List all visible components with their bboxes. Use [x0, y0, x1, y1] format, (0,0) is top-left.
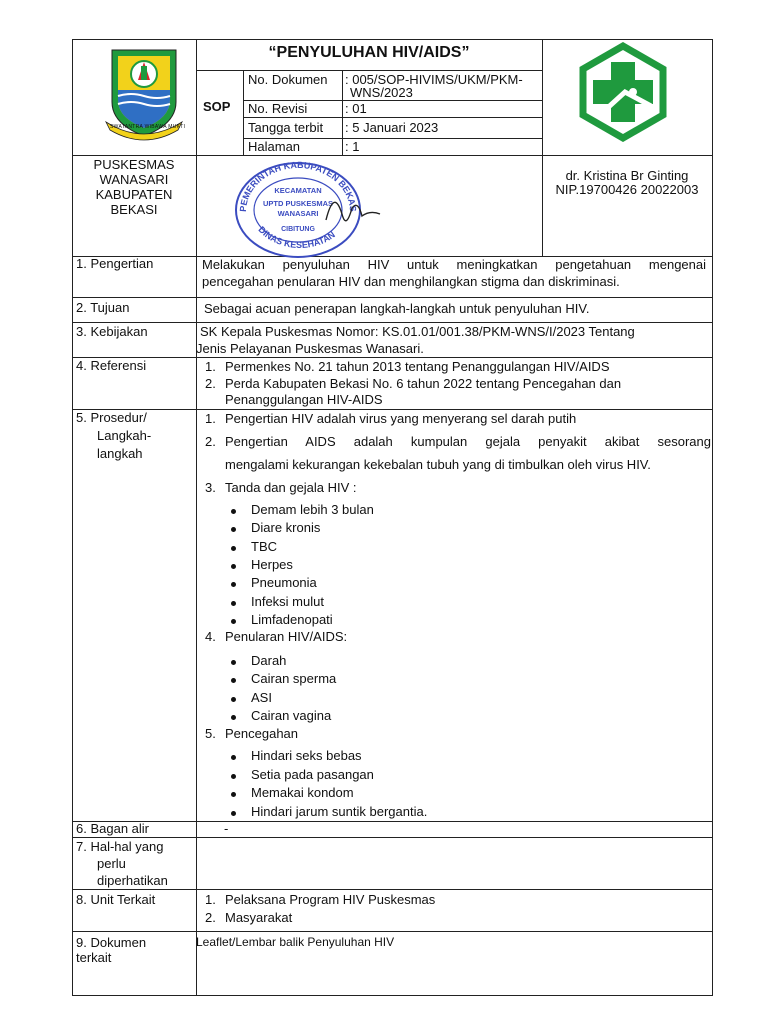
list-item: TBC — [251, 539, 277, 554]
list-item: Memakai kondom — [251, 785, 354, 800]
meta-label-halaman: Halaman — [248, 139, 301, 154]
prosedur-num-1: 1. — [205, 411, 216, 426]
puskesmas-logo-icon — [573, 42, 673, 142]
label-hal-3: diperhatikan — [97, 873, 168, 888]
list-item: Setia pada pasangan — [251, 767, 374, 782]
label-hal-1: 7. Hal-hal yang — [76, 839, 164, 854]
label-prosedur-2: Langkah- — [97, 428, 152, 443]
referensi-num-1: 1. — [205, 359, 216, 374]
list-item: ASI — [251, 690, 272, 705]
label-unit-terkait: 8. Unit Terkait — [76, 892, 156, 907]
meta-value-halaman: : 1 — [345, 139, 360, 154]
meta-label-revisi: No. Revisi — [248, 101, 308, 116]
label-referensi: 4. Referensi — [76, 358, 147, 373]
meta-value-revisi: : 01 — [345, 101, 367, 116]
label-pengertian: 1. Pengertian — [76, 256, 154, 271]
bagan-alir-value: - — [224, 821, 229, 836]
kebijakan-line-1: SK Kepala Puskesmas Nomor: KS.01.01/001.38/PKM-WNS/I/2023 Tentang — [200, 324, 635, 339]
stamp-line-4: CIBITUNG — [281, 226, 315, 233]
list-item: Hindari jarum suntik bergantia. — [251, 804, 428, 819]
bekasi-logo-motto: SWATANTRA WIBAWA MUKTI — [110, 124, 186, 130]
prosedur-item-2-line-2: mengalami kekurangan kekebalan tubuh yang di timbulkan oleh virus HIV. — [225, 457, 651, 472]
dokumen-text: Leaflet/Lembar balik Penyuluhan HIV — [196, 935, 395, 949]
list-item: Darah — [251, 653, 287, 668]
tujuan-text: Sebagai acuan penerapan langkah-langkah untuk penyuluhan HIV. — [204, 301, 590, 316]
meta-value-dokumen: : 005/SOP-HIVIMS/UKM/PKM- — [345, 72, 523, 87]
page-title: “PENYULUHAN HIV/AIDS” — [268, 44, 470, 61]
referensi-item-2: Perda Kabupaten Bekasi No. 6 tahun 2022 tentang Pencegahan dan — [225, 376, 622, 391]
list-item: Hindari seks bebas — [251, 748, 362, 763]
unit-item-1: Pelaksana Program HIV Puskesmas — [225, 892, 436, 907]
official-stamp-icon — [228, 160, 408, 260]
signer-nip: NIP.19700426 20022003 — [555, 182, 699, 197]
label-prosedur-3: langkah — [97, 446, 143, 461]
meta-label-dokumen: No. Dokumen — [248, 72, 328, 87]
list-item: Diare kronis — [251, 520, 321, 535]
referensi-item-2b: Penanggulangan HIV-AIDS — [225, 392, 383, 407]
unit-item-2: Masyarakat — [225, 910, 293, 925]
prosedur-num-4: 4. — [205, 629, 216, 644]
prosedur-num-2: 2. — [205, 434, 216, 449]
label-tujuan: 2. Tujuan — [76, 300, 130, 315]
prosedur-num-3: 3. — [205, 480, 216, 495]
list-item: Demam lebih 3 bulan — [251, 502, 374, 517]
prosedur-item-4: Penularan HIV/AIDS: — [225, 629, 348, 644]
stamp-line-1: KECAMATAN — [274, 186, 322, 195]
referensi-item-1: Permenkes No. 21 tahun 2013 tentang Penanggulangan HIV/AIDS — [225, 359, 610, 374]
pengertian-line-1: Melakukan penyuluhan HIV untuk meningkatkan pengetahuan mengenai — [202, 257, 706, 272]
sop-label: SOP — [203, 99, 231, 114]
list-item: Herpes — [251, 557, 293, 572]
meta-value-dokumen-2: WNS/2023 — [350, 85, 413, 100]
prosedur-item-1: Pengertian HIV adalah virus yang menyerang sel darah putih — [225, 411, 577, 426]
label-dokumen-1: 9. Dokumen — [76, 935, 147, 950]
list-item: Cairan vagina — [251, 708, 332, 723]
label-bagan-alir: 6. Bagan alir — [76, 821, 149, 836]
kebijakan-line-2: Jenis Pelayanan Puskesmas Wanasari. — [196, 341, 424, 356]
meta-value-terbit: : 5 Januari 2023 — [345, 120, 439, 135]
label-prosedur-1: 5. Prosedur/ — [76, 410, 147, 425]
unit-num-2: 2. — [205, 910, 216, 925]
list-item: Cairan sperma — [251, 671, 337, 686]
unit-num-1: 1. — [205, 892, 216, 907]
signer-name: dr. Kristina Br Ginting — [565, 168, 689, 183]
stamp-line-2: UPTD PUSKESMAS — [262, 199, 334, 208]
label-kebijakan: 3. Kebijakan — [76, 324, 148, 339]
prosedur-item-2-line-1: Pengertian AIDS adalah kumpulan gejala penyakit akibat sesorang — [225, 434, 711, 449]
pengertian-line-2: pencegahan penularan HIV dan menghilangkan stigma dan diskriminasi. — [202, 274, 620, 289]
label-dokumen-2: terkait — [76, 950, 112, 965]
stamp-ring-bottom: DINAS KESEHATAN — [256, 224, 337, 251]
label-hal-2: perlu — [97, 856, 126, 871]
prosedur-num-5: 5. — [205, 726, 216, 741]
list-item: Infeksi mulut — [251, 594, 324, 609]
list-item: Pneumonia — [251, 575, 317, 590]
referensi-num-2: 2. — [205, 376, 216, 391]
stamp-line-3: WANASARI — [277, 209, 319, 218]
stamp-ring-top: PEMERINTAH KABUPATEN BEKAS — [237, 160, 359, 213]
prosedur-item-3: Tanda dan gejala HIV : — [225, 480, 357, 495]
meta-label-terbit: Tangga terbit — [248, 120, 324, 135]
prosedur-item-5: Pencegahan — [225, 726, 299, 741]
list-item: Limfadenopati — [251, 612, 333, 627]
